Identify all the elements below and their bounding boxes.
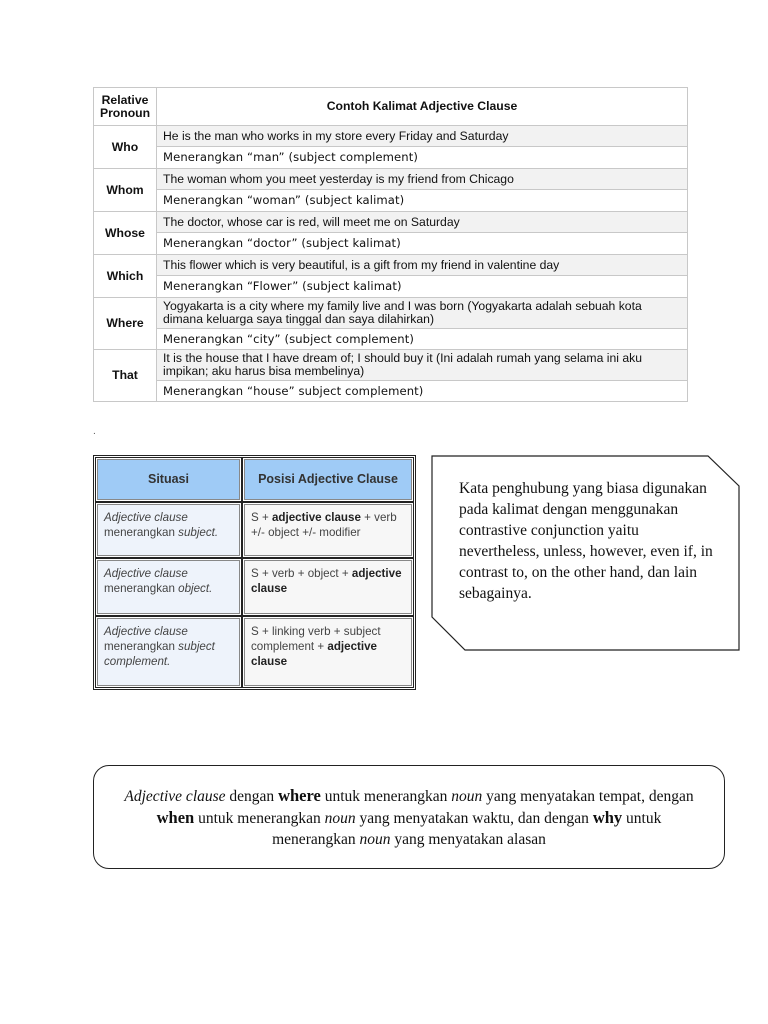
note-part: untuk menerangkan: [272, 809, 662, 848]
note-italic-noun: noun: [359, 830, 391, 848]
table-row: [94, 350, 688, 381]
note-cell: Menerangkan “doctor” (subject kalimat): [157, 233, 688, 255]
table-row: [94, 147, 688, 169]
note-part: untuk menerangkan: [198, 809, 321, 827]
pos-text-b: adjective clause: [251, 567, 402, 595]
keyword-why: why: [592, 807, 623, 827]
note-part: dengan: [229, 787, 275, 805]
note-text: [114, 785, 704, 850]
table-row: [94, 255, 688, 276]
header-example: Contoh Kalimat Adjective Clause: [157, 88, 688, 126]
table-row: [94, 276, 688, 298]
situasi-cell: [97, 504, 240, 556]
note-cell: Menerangkan “house” subject complement): [157, 381, 688, 402]
callout-text: Kata penghubung yang biasa digunakan pada kalimat dengan menggunakan contrastive conjunction yaitu nevertheless, unless, however, even if, in contrast to, on the other hand, dan lain sebagainya.: [459, 480, 713, 602]
pronoun-cell: That: [94, 350, 157, 402]
note-italic-noun: noun: [324, 809, 356, 827]
sit-text-a: Adjective clause: [104, 567, 188, 580]
note-part: yang menyatakan alasan: [394, 830, 546, 848]
note-part: yang menyatakan tempat, dengan: [486, 787, 694, 805]
table-header-row: [94, 88, 688, 126]
where-when-why-note: [93, 765, 725, 869]
header-posisi: Posisi Adjective Clause: [244, 459, 412, 500]
note-cell: Menerangkan “man” (subject complement): [157, 147, 688, 169]
pos-text-a: S + linking verb + subject complement +: [251, 625, 381, 653]
pos-text-c: + verb +/- object +/- modifier: [251, 511, 397, 539]
relative-pronoun-table: [93, 87, 688, 402]
example-cell: It is the house that I have dream of; I should buy it (Ini adalah rumah yang selama ini aku impikan; aku harus bisa membelinya): [157, 350, 688, 381]
sit-text-a: Adjective clause: [104, 511, 188, 524]
note-cell: Menerangkan “woman” (subject kalimat): [157, 190, 688, 212]
pronoun-cell: Which: [94, 255, 157, 298]
situasi-cell: [97, 618, 240, 686]
table-row: [94, 126, 688, 147]
adjective-clause-position-table: [93, 455, 416, 690]
example-cell: The woman whom you meet yesterday is my friend from Chicago: [157, 169, 688, 190]
sit-text-a: Adjective clause: [104, 625, 188, 638]
sit-text-c: subject complement.: [104, 640, 215, 668]
posisi-cell: [244, 504, 412, 556]
pos-text-a: S + verb + object +: [251, 567, 349, 580]
example-cell: This flower which is very beautiful, is a gift from my friend in valentine day: [157, 255, 688, 276]
table-row: [94, 298, 688, 329]
header-relative-pronoun: Relative Pronoun: [94, 88, 157, 126]
note-part: untuk menerangkan: [324, 787, 448, 805]
pronoun-cell: Whom: [94, 169, 157, 212]
note-cell: Menerangkan “city” (subject complement): [157, 329, 688, 350]
note-part: yang menyatakan waktu, dan dengan: [359, 809, 589, 827]
example-cell: The doctor, whose car is red, will meet me on Saturday: [157, 212, 688, 233]
posisi-cell: [244, 560, 412, 614]
table-row: [94, 169, 688, 190]
table-row: [94, 190, 688, 212]
table-row: [94, 329, 688, 350]
pronoun-cell: Who: [94, 126, 157, 169]
example-cell: He is the man who works in my store every Friday and Saturday: [157, 126, 688, 147]
table-row: [94, 381, 688, 402]
situasi-cell: [97, 560, 240, 614]
pronoun-cell: Whose: [94, 212, 157, 255]
sit-text-b: menerangkan: [104, 526, 175, 539]
header-situasi: Situasi: [97, 459, 240, 500]
note-cell: Menerangkan “Flower” (subject kalimat): [157, 276, 688, 298]
table-row: [94, 212, 688, 233]
stray-dot: .: [93, 426, 96, 437]
sit-text-c: object.: [178, 582, 213, 595]
note-italic-noun: noun: [451, 787, 483, 805]
sit-text-b: menerangkan: [104, 640, 175, 653]
pos-text-a: S +: [251, 511, 269, 524]
table-row: [94, 233, 688, 255]
keyword-when: when: [156, 807, 195, 827]
sit-text-c: subject.: [178, 526, 219, 539]
contrastive-conjunction-callout: [431, 455, 741, 652]
pronoun-cell: Where: [94, 298, 157, 350]
pos-text-b: adjective clause: [251, 640, 377, 668]
keyword-where: where: [278, 785, 321, 805]
pos-text-b: adjective clause: [271, 511, 361, 524]
example-cell: Yogyakarta is a city where my family live and I was born (Yogyakarta adalah sebuah kota dimana keluarga saya tinggal dan saya dilahirkan): [157, 298, 688, 329]
posisi-cell: [244, 618, 412, 686]
sit-text-b: menerangkan: [104, 582, 175, 595]
note-italic-1: Adjective clause: [124, 787, 226, 805]
